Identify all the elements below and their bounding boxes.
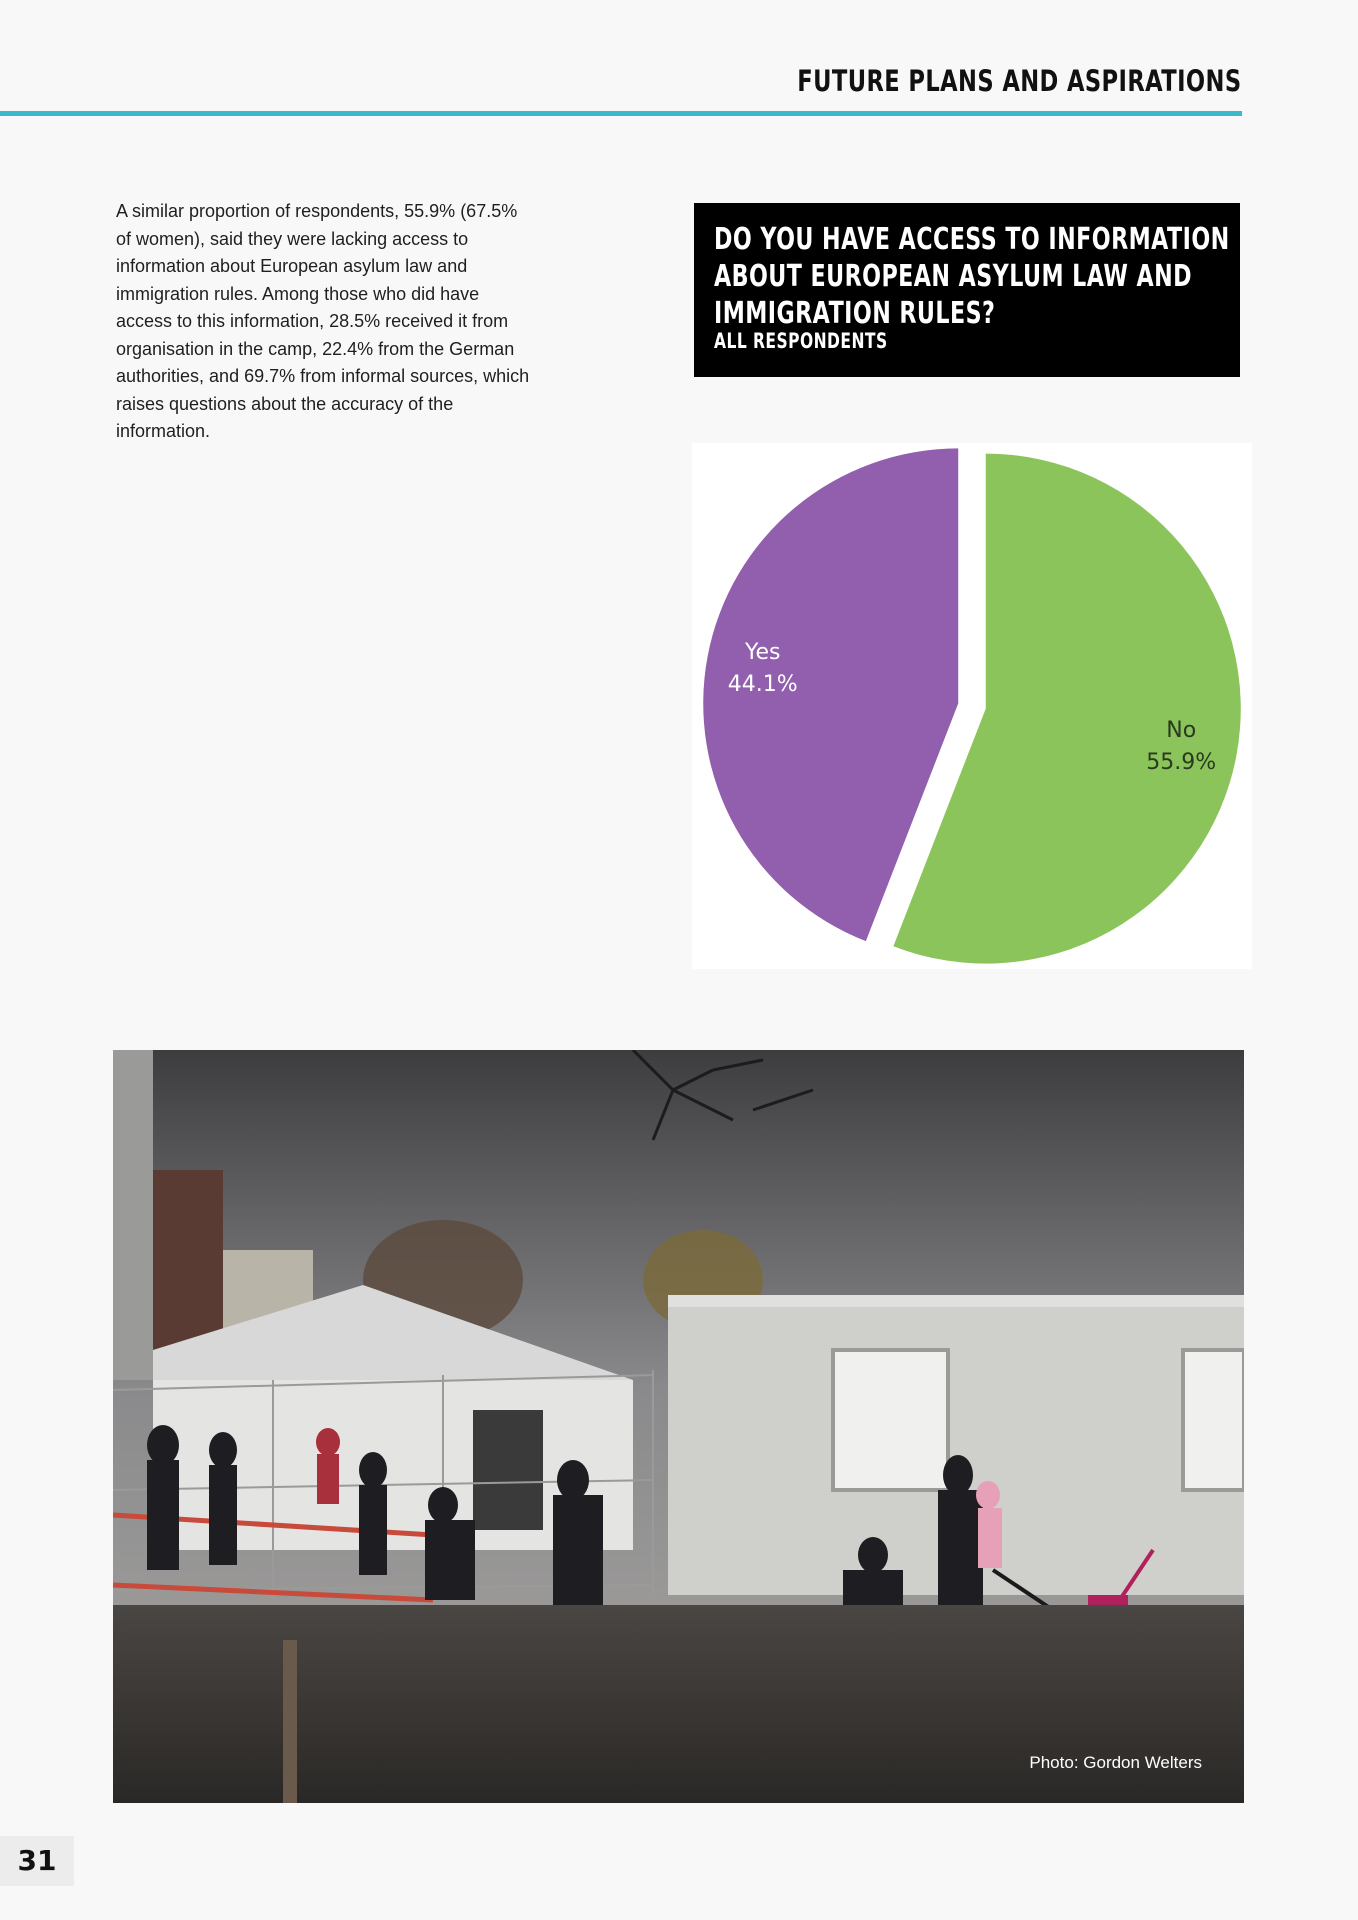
body-paragraph: A similar proportion of respondents, 55.9% (67.5% of women), said they were lacking access to information about European asylum law and immigration rules. Among those who did have access to this information, 28.5% received it from organisation in the camp, 22.4% from the German authorities, and 69.7% from informal sources, which raises questions about the accuracy of the information.: [116, 201, 530, 441]
question-box: [694, 203, 1240, 377]
photo-illustration: [113, 1050, 1244, 1803]
section-title: FUTURE PLANS AND ASPIRATIONS: [797, 64, 1242, 98]
pie-chart: [692, 443, 1252, 969]
photo-credit: Photo: Gordon Welters: [1029, 1753, 1202, 1772]
page-number: 31: [0, 1836, 74, 1886]
photo: [113, 1050, 1244, 1803]
pie-label-yes: Yes: [744, 639, 781, 665]
pie-value-yes: 44.1%: [727, 671, 798, 697]
pie-label-no: No: [1166, 718, 1197, 744]
question-subtitle: ALL RESPONDENTS: [714, 329, 888, 353]
pie-value-no: 55.9%: [1146, 750, 1217, 776]
header-rule: [0, 111, 1242, 116]
pie-chart-svg: [692, 443, 1252, 969]
question-title: DO YOU HAVE ACCESS TO INFORMATION ABOUT EUROPEAN ASYLUM LAW AND IMMIGRATION RULES?: [714, 222, 1230, 331]
